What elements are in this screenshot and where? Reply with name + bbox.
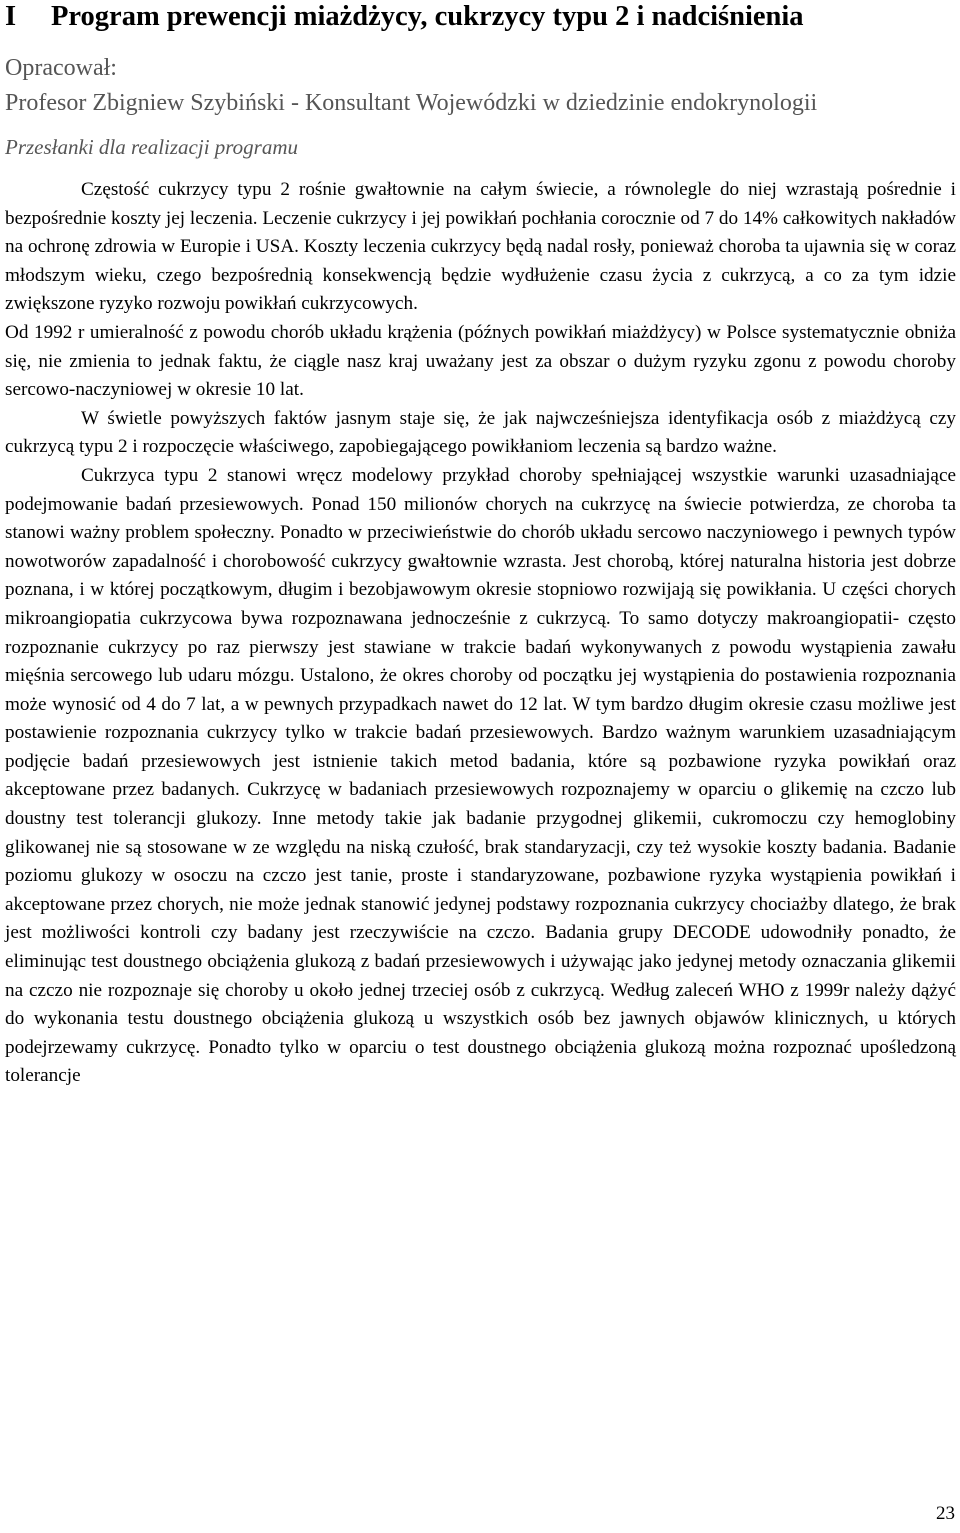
paragraph-3: W świetle powyższych faktów jasnym staje się, że jak najwcześniejsza identyfikacja osób z miażdżycą czy cukrzycą typu 2 i rozpoczęcie właściwego, zapobiegającego powikłaniom leczenia są bardzo ważne. — [5, 407, 956, 458]
page-number: 23 — [936, 1503, 955, 1524]
paragraph-2: Od 1992 r umieralność z powodu chorób układu krążenia (późnych powikłań miażdżycy) w Polsce systematycznie obniża się, nie zmienia to jednak faktu, że ciągle nasz kraj uważany jest za obszar o dużym ryzyku zgonu z powodu choroby sercowo-naczyniowej w okresie 10 lat. — [5, 321, 956, 401]
premise-heading: Przesłanki dla realizacji programu — [5, 135, 299, 159]
paragraph-1: Częstość cukrzycy typu 2 rośnie gwałtownie na całym świecie, a równolegle do niej wzrastają pośrednie i bezpośrednie koszty jej leczenia. Leczenie cukrzycy i jej powikłań pochłania corocznie od 7 do 14% całkowitych nakładów na ochronę zdrowia w Europie i USA. Koszty leczenia cukrzycy będą nadal rosły, ponieważ choroba ta ujawnia się w coraz młodszym wieku, czego bezpośrednią konsekwencją będzie wydłużenie czasu życia z cukrzycą, a co za tym idzie zwiększone ryzyko rozwoju powikłań cukrzycowych. — [5, 179, 956, 315]
section-number: I — [5, 1, 17, 32]
author-line: Profesor Zbigniew Szybiński - Konsultant Wojewódzki w dziedzinie endokrynologii — [5, 90, 818, 116]
body-text — [5, 176, 956, 1091]
paragraph-4: Cukrzyca typu 2 stanowi wręcz modelowy przykład choroby spełniającej wszystkie warunki uzasadniające podejmowanie badań przesiewowych. Ponad 150 milionów chorych na cukrzycę na świecie potwierdza, ze choroba ta stanowi ważny problem społeczny. Ponadto w przeciwieństwie do chorób układu sercowo naczyniowego i pewnych typów nowotworów zapadalność i chorobowość cukrzycy gwałtownie wzrasta. Jest chorobą, której naturalna historia jest dobrze poznana, i w której początkowym, długim i bezobjawowym okresie stopniowo rozwijają się powikłania. U części chorych mikroangiopatia cukrzycowa bywa rozpoznawana jednocześnie z cukrzycą. To samo dotyczy makroangiopatii- często rozpoznanie cukrzycy po raz pierwszy jest stawiane w trakcie badań wykonywanych z powodu wystąpienia zawału mięśnia sercowego lub udaru mózgu. Ustalono, że okres choroby od początku jej wystąpienia do postawienia rozpoznania może wynosić od 4 do 7 lat, a w pewnych przypadkach nawet do 12 lat. W tym bardzo długim okresie czasu możliwe jest postawienie rozpoznania cukrzycy tylko w trakcie badań przesiewowych. Bardzo ważnym warunkiem uzasadniającym podjęcie badań przesiewowych jest istnienie takich metod badania, które są pozbawione ryzyka powikłań oraz akceptowane przez badanych. Cukrzycę w badaniach przesiewowych rozpoznajemy w oparciu o glikemię na czczo lub doustny test tolerancji glukozy. Inne metody takie jak badanie przygodnej glikemii, cukromoczu czy hemoglobiny glikowanej nie są stosowane w ze względu na niską czułość, brak standaryzacji, czy też wysokie koszty badania. Badanie poziomu glukozy w osoczu na czczo jest tanie, proste i standaryzowane, pozbawione ryzyka wystąpienia powikłań i akceptowane przez chorych, nie może jednak stanowić jedynej podstawy rozpoznania cukrzycy chociażby dlatego, że brak jest możliwości kontroli czy badany jest rzeczywiście na czczo. Badania grupy DECODE udowodniły ponadto, że eliminując test doustnego obciążenia glukozą z badań przesiewowych i używając jako jedynej metody oznaczania glikemii na czczo nie rozpoznaje się choroby u około jednej trzeciej osób z cukrzycą. Według zaleceń WHO z 1999r należy dążyć do wykonania testu doustnego obciążenia glukozą u wszystkich osób bez jawnych objawów klinicznych, u których podejrzewamy cukrzycę. Ponadto tylko w oparciu o test doustnego obciążenia glukozą można rozpoznać upośledzoną tolerancje — [5, 464, 956, 1087]
section-title-text: Program prewencji miażdżycy, cukrzycy typu 2 i nadciśnienia — [51, 1, 804, 32]
section-title — [5, 0, 956, 34]
prepared-by-label: Opracował: — [5, 55, 117, 81]
document-page — [5, 0, 956, 1091]
